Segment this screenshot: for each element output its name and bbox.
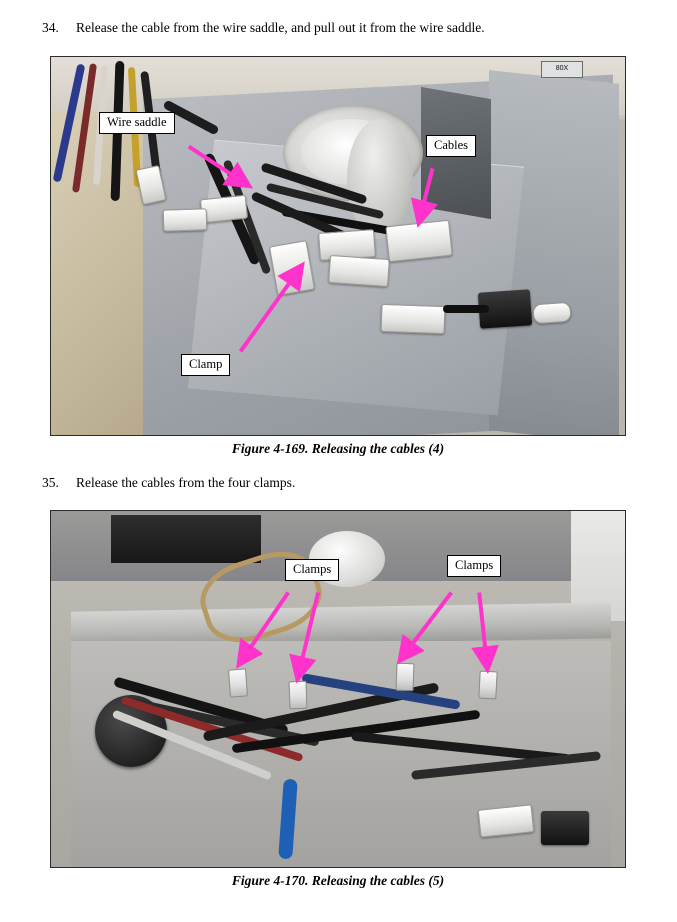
connector-b <box>163 208 208 232</box>
cable-run-5 <box>443 305 489 313</box>
black-connector-2 <box>541 811 589 845</box>
clamp-4 <box>478 671 497 700</box>
connector-a <box>200 195 248 224</box>
figure-169-caption: Figure 4-169. Releasing the cables (4) <box>231 441 445 456</box>
ferrule <box>532 302 571 325</box>
step-item-35 <box>42 475 642 491</box>
part-sticker: 80X <box>541 61 583 78</box>
white-connector-2 <box>478 804 535 837</box>
clamp-3 <box>396 663 415 692</box>
figure-169-photo <box>50 56 626 436</box>
clamp-1 <box>228 668 248 697</box>
callout-clamp: Clamp <box>181 354 230 376</box>
connector-e <box>385 220 452 262</box>
callout-clamps-right: Clamps <box>447 555 501 577</box>
figure-170-photo <box>50 510 626 868</box>
step-number: 35. <box>42 475 59 490</box>
black-cover <box>111 515 261 563</box>
figure-170 <box>50 510 626 889</box>
step-text: Release the cables from the four clamps. <box>76 475 296 490</box>
callout-clamps-left: Clamps <box>285 559 339 581</box>
step-text: Release the cable from the wire saddle, and pull out it from the wire saddle. <box>76 20 485 35</box>
callout-cables: Cables <box>426 135 476 157</box>
callout-wire-saddle: Wire saddle <box>99 112 175 134</box>
clamp-2 <box>289 681 308 710</box>
step-number: 34. <box>42 20 59 35</box>
step-item-34 <box>42 20 642 36</box>
connector-f <box>381 304 446 334</box>
figure-170-caption: Figure 4-170. Releasing the cables (5) <box>231 873 445 888</box>
connector-d <box>328 255 390 287</box>
figure-169 <box>50 56 626 457</box>
